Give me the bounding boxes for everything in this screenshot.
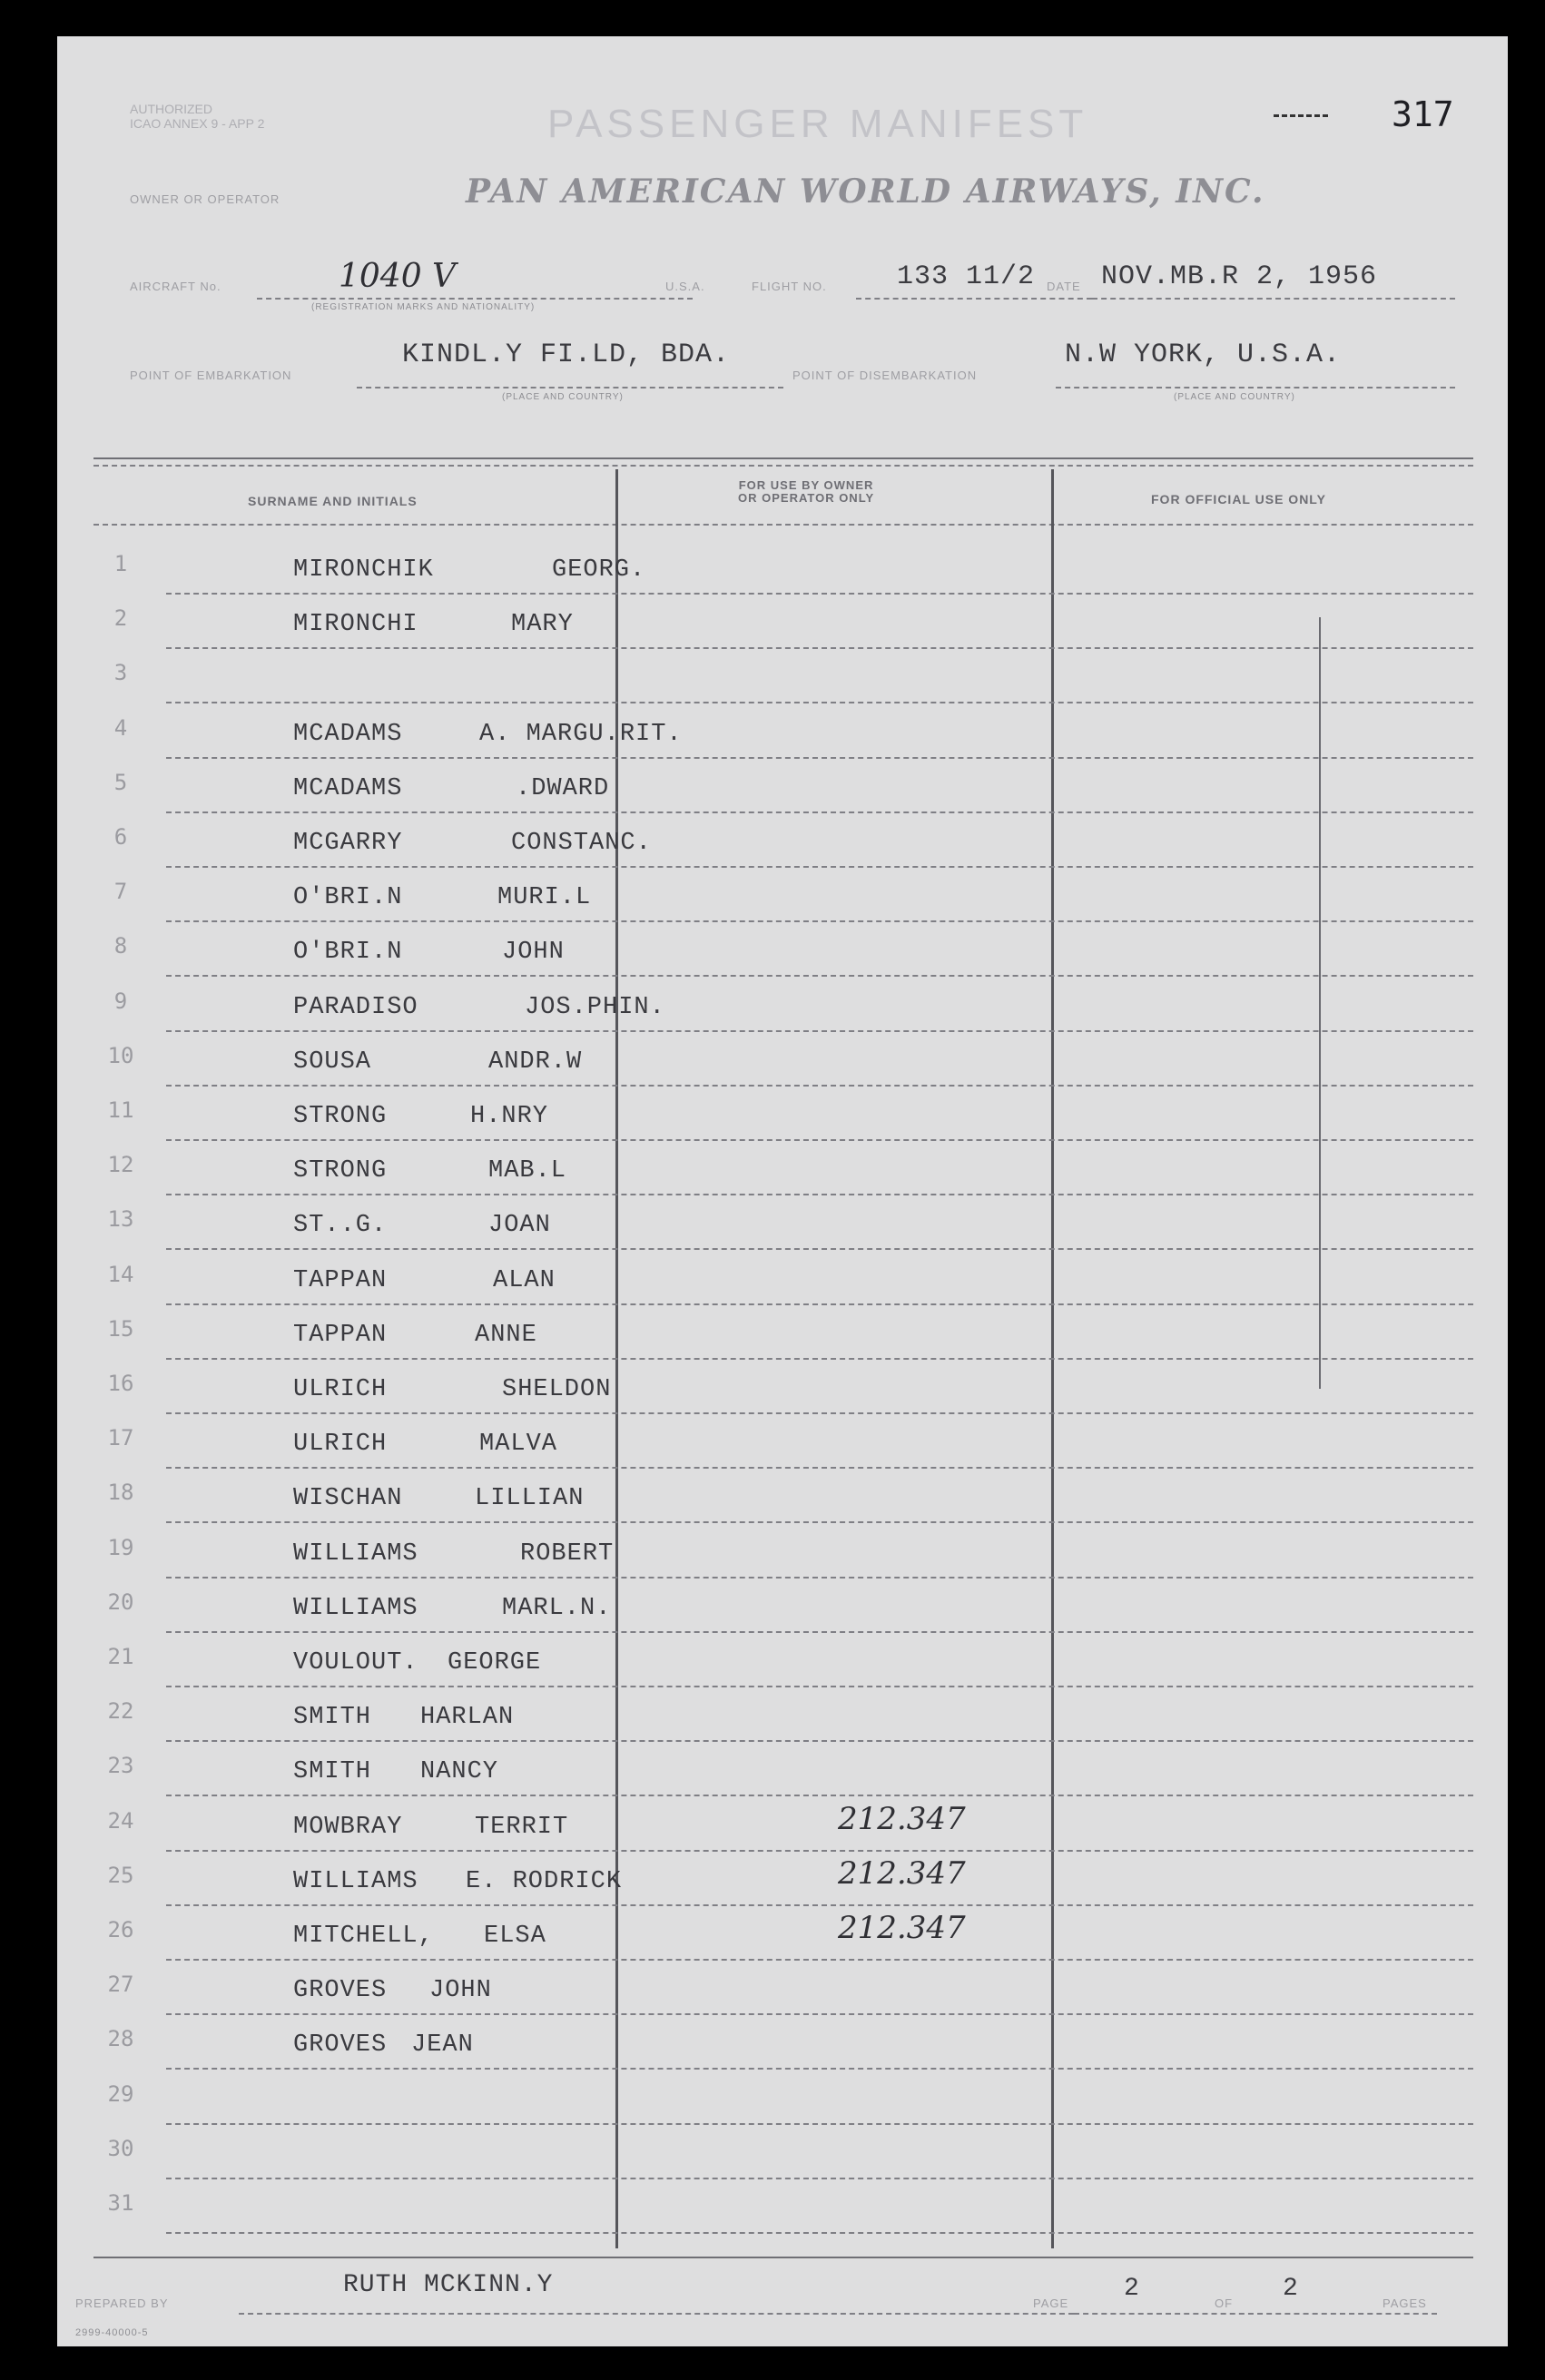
passenger-surname: TAPPAN [293, 1322, 388, 1349]
passenger-initials: GEORGE [448, 1649, 542, 1677]
table-row [93, 1906, 1455, 1961]
passenger-surname: ULRICH [293, 1431, 388, 1458]
passenger-initials: E. RODRICK [466, 1868, 623, 1895]
passenger-initials: H.NRY [470, 1103, 549, 1130]
table-row [93, 1032, 1455, 1087]
passenger-initials: JEAN [411, 2031, 474, 2059]
passenger-initials: GEORG. [552, 556, 646, 584]
row-rule [166, 1521, 1473, 1523]
passenger-surname: MOWBRAY [293, 1814, 403, 1841]
passenger-surname: STRONG [293, 1157, 388, 1185]
of-label: OF [1215, 2296, 1234, 2310]
authority-block [130, 102, 264, 131]
column-header-surname: SURNAME AND INITIALS [248, 494, 418, 508]
owner-code-mark: 212.347 [838, 1801, 966, 1837]
row-number: 21 [107, 1644, 134, 1669]
table-row [93, 1524, 1455, 1578]
passenger-surname: VOULOUT. [293, 1649, 418, 1677]
form-code: 2999-40000-5 [75, 2327, 149, 2338]
table-row [93, 1360, 1455, 1414]
table-row [93, 2070, 1455, 2125]
passenger-initials: ANNE [475, 1322, 537, 1349]
row-number: 19 [107, 1535, 134, 1560]
passenger-surname: TAPPAN [293, 1267, 388, 1294]
owner-code-mark: 212.347 [838, 1910, 966, 1946]
row-number: 18 [107, 1480, 134, 1505]
passenger-initials: MURI.L [497, 884, 592, 911]
table-row [93, 759, 1455, 813]
page-value: 2 [1124, 2275, 1140, 2303]
row-number: 25 [107, 1863, 134, 1888]
passenger-initials: .DWARD [516, 775, 610, 802]
passenger-surname: O'BRI.N [293, 884, 403, 911]
passenger-surname: GROVES [293, 2031, 388, 2059]
table-row [93, 540, 1455, 595]
table-row [93, 2015, 1455, 2070]
row-number: 31 [107, 2190, 134, 2216]
passenger-initials: ROBERT [520, 1540, 615, 1568]
table-row [93, 1578, 1455, 1633]
row-number: 3 [113, 660, 128, 685]
table-row [93, 868, 1455, 922]
passenger-initials: MARL.N. [502, 1595, 612, 1622]
row-number: 9 [113, 988, 128, 1014]
row-number: 23 [107, 1753, 134, 1778]
flight-value: 133 11/2 [897, 261, 1036, 292]
passenger-surname: GROVES [293, 1977, 388, 2004]
date-label: DATE [1047, 280, 1081, 293]
passenger-initials: HARLAN [420, 1704, 515, 1731]
embarkation-caption: (PLACE AND COUNTRY) [502, 392, 624, 402]
passenger-surname: SOUSA [293, 1048, 372, 1076]
table-row [93, 595, 1455, 649]
table-row [93, 2179, 1455, 2234]
passenger-surname: MCADAMS [293, 721, 403, 748]
passenger-surname: ST..G. [293, 1212, 388, 1239]
row-rule [166, 1248, 1473, 1250]
passenger-surname: SMITH [293, 1704, 372, 1731]
passenger-surname: WILLIAMS [293, 1868, 418, 1895]
row-number: 22 [107, 1698, 134, 1724]
passenger-initials: ALAN [493, 1267, 556, 1294]
row-rule [166, 1795, 1473, 1796]
disembarkation-caption: (PLACE AND COUNTRY) [1174, 392, 1295, 402]
embarkation-label: POINT OF EMBARKATION [130, 369, 292, 382]
passenger-initials: JOAN [488, 1212, 551, 1239]
column-header-owner-line2: OR OPERATOR ONLY [738, 491, 875, 505]
passenger-initials: A. MARGU.RIT. [479, 721, 683, 748]
table-row [93, 1687, 1455, 1742]
passenger-surname: WILLIAMS [293, 1595, 418, 1622]
row-number: 28 [107, 2026, 134, 2051]
form-title: PASSENGER MANIFEST [547, 102, 1088, 146]
passenger-surname: MIRONCHIK [293, 556, 434, 584]
passenger-surname: STRONG [293, 1103, 388, 1130]
row-number: 30 [107, 2136, 134, 2161]
row-number: 20 [107, 1589, 134, 1615]
embarkation-value: KINDL.Y FI.LD, BDA. [402, 339, 731, 370]
row-number: 13 [107, 1206, 134, 1232]
table-row [93, 1414, 1455, 1469]
passenger-initials: LILLIAN [475, 1485, 585, 1512]
row-number: 29 [107, 2081, 134, 2107]
passenger-initials: MARY [511, 611, 574, 638]
passenger-surname: PARADISO [293, 994, 418, 1021]
table-row [93, 1305, 1455, 1360]
table-row [93, 704, 1455, 759]
row-number: 6 [113, 824, 128, 850]
date-value: NOV.MB.R 2, 1956 [1101, 261, 1378, 292]
aircraft-label: AIRCRAFT No. [130, 280, 221, 293]
row-number: 27 [107, 1972, 134, 1997]
of-value: 2 [1283, 2275, 1299, 2303]
aircraft-value: 1040 V [339, 258, 457, 295]
table-row [93, 1141, 1455, 1195]
row-number: 2 [113, 605, 128, 631]
passenger-initials: SHELDON [502, 1376, 612, 1403]
row-number: 4 [113, 715, 128, 741]
table-row [93, 922, 1455, 977]
row-number: 17 [107, 1425, 134, 1451]
column-header-owner [738, 479, 874, 505]
owner-code-mark: 212.347 [838, 1855, 966, 1892]
passenger-surname: MCGARRY [293, 830, 403, 857]
flight-label: FLIGHT NO. [752, 280, 827, 293]
column-header-owner-line1: FOR USE BY OWNER [738, 478, 874, 492]
passenger-surname: SMITH [293, 1758, 372, 1785]
authority-line1: AUTHORIZED [130, 102, 212, 116]
table-row [93, 2125, 1455, 2179]
aircraft-suffix: U.S.A. [665, 280, 705, 293]
table-row [93, 1469, 1455, 1523]
owner-value: PAN AMERICAN WORLD AIRWAYS, INC. [466, 172, 1265, 211]
row-number: 5 [113, 770, 128, 795]
table-row [93, 813, 1455, 868]
row-rule [166, 2232, 1473, 2234]
passenger-surname: MITCHELL, [293, 1923, 434, 1950]
row-number: 24 [107, 1808, 134, 1834]
row-number: 1 [113, 551, 128, 576]
passenger-surname: WISCHAN [293, 1485, 403, 1512]
passenger-surname: MIRONCHI [293, 611, 418, 638]
row-number: 10 [107, 1043, 134, 1068]
disembarkation-value: N.W YORK, U.S.A. [1065, 339, 1342, 370]
manifest-sheet [57, 36, 1508, 2346]
page-number-dash [1274, 114, 1328, 117]
table-row [93, 1742, 1455, 1796]
passenger-surname: WILLIAMS [293, 1540, 418, 1568]
row-number: 8 [113, 933, 128, 959]
disembarkation-label: POINT OF DISEMBARKATION [792, 369, 978, 382]
table-row [93, 1195, 1455, 1250]
passenger-initials: ANDR.W [488, 1048, 583, 1076]
row-number: 26 [107, 1917, 134, 1942]
passenger-surname: MCADAMS [293, 775, 403, 802]
row-number: 11 [107, 1097, 134, 1123]
passenger-initials: ELSA [484, 1923, 546, 1950]
row-number: 7 [113, 879, 128, 904]
prepared-by-label: PREPARED BY [75, 2296, 169, 2310]
passenger-initials: JOHN [429, 1977, 492, 2004]
table-row [93, 1852, 1455, 1906]
authority-line2: ICAO ANNEX 9 - APP 2 [130, 116, 265, 131]
pages-label: PAGES [1383, 2296, 1427, 2310]
passenger-initials: JOS.PHIN. [525, 994, 665, 1021]
passenger-initials: NANCY [420, 1758, 499, 1785]
page-label: PAGE [1033, 2296, 1069, 2310]
prepared-by-value: RUTH MCKINN.Y [343, 2271, 554, 2299]
row-rule [166, 975, 1473, 977]
passenger-surname: ULRICH [293, 1376, 388, 1403]
row-number: 16 [107, 1371, 134, 1396]
passenger-initials: MAB.L [488, 1157, 567, 1185]
column-header-official: FOR OFFICIAL USE ONLY [1151, 492, 1326, 506]
passenger-initials: MALVA [479, 1431, 558, 1458]
table-row [93, 1251, 1455, 1305]
row-rule [166, 2068, 1473, 2070]
page-number: 317 [1392, 94, 1454, 134]
table-row [93, 649, 1455, 703]
table-row [93, 1633, 1455, 1687]
row-number: 14 [107, 1262, 134, 1287]
passenger-surname: O'BRI.N [293, 939, 403, 966]
row-rule [166, 702, 1473, 703]
table-row [93, 1961, 1455, 2015]
passenger-initials: CONSTANC. [511, 830, 652, 857]
table-row [93, 978, 1455, 1032]
row-number: 12 [107, 1152, 134, 1177]
row-number: 15 [107, 1316, 134, 1342]
table-row [93, 1087, 1455, 1141]
passenger-initials: JOHN [502, 939, 565, 966]
table-row [93, 1797, 1455, 1852]
owner-label: OWNER OR OPERATOR [130, 192, 280, 206]
aircraft-caption: (REGISTRATION MARKS AND NATIONALITY) [311, 302, 536, 312]
passenger-initials: TERRIT [475, 1814, 569, 1841]
